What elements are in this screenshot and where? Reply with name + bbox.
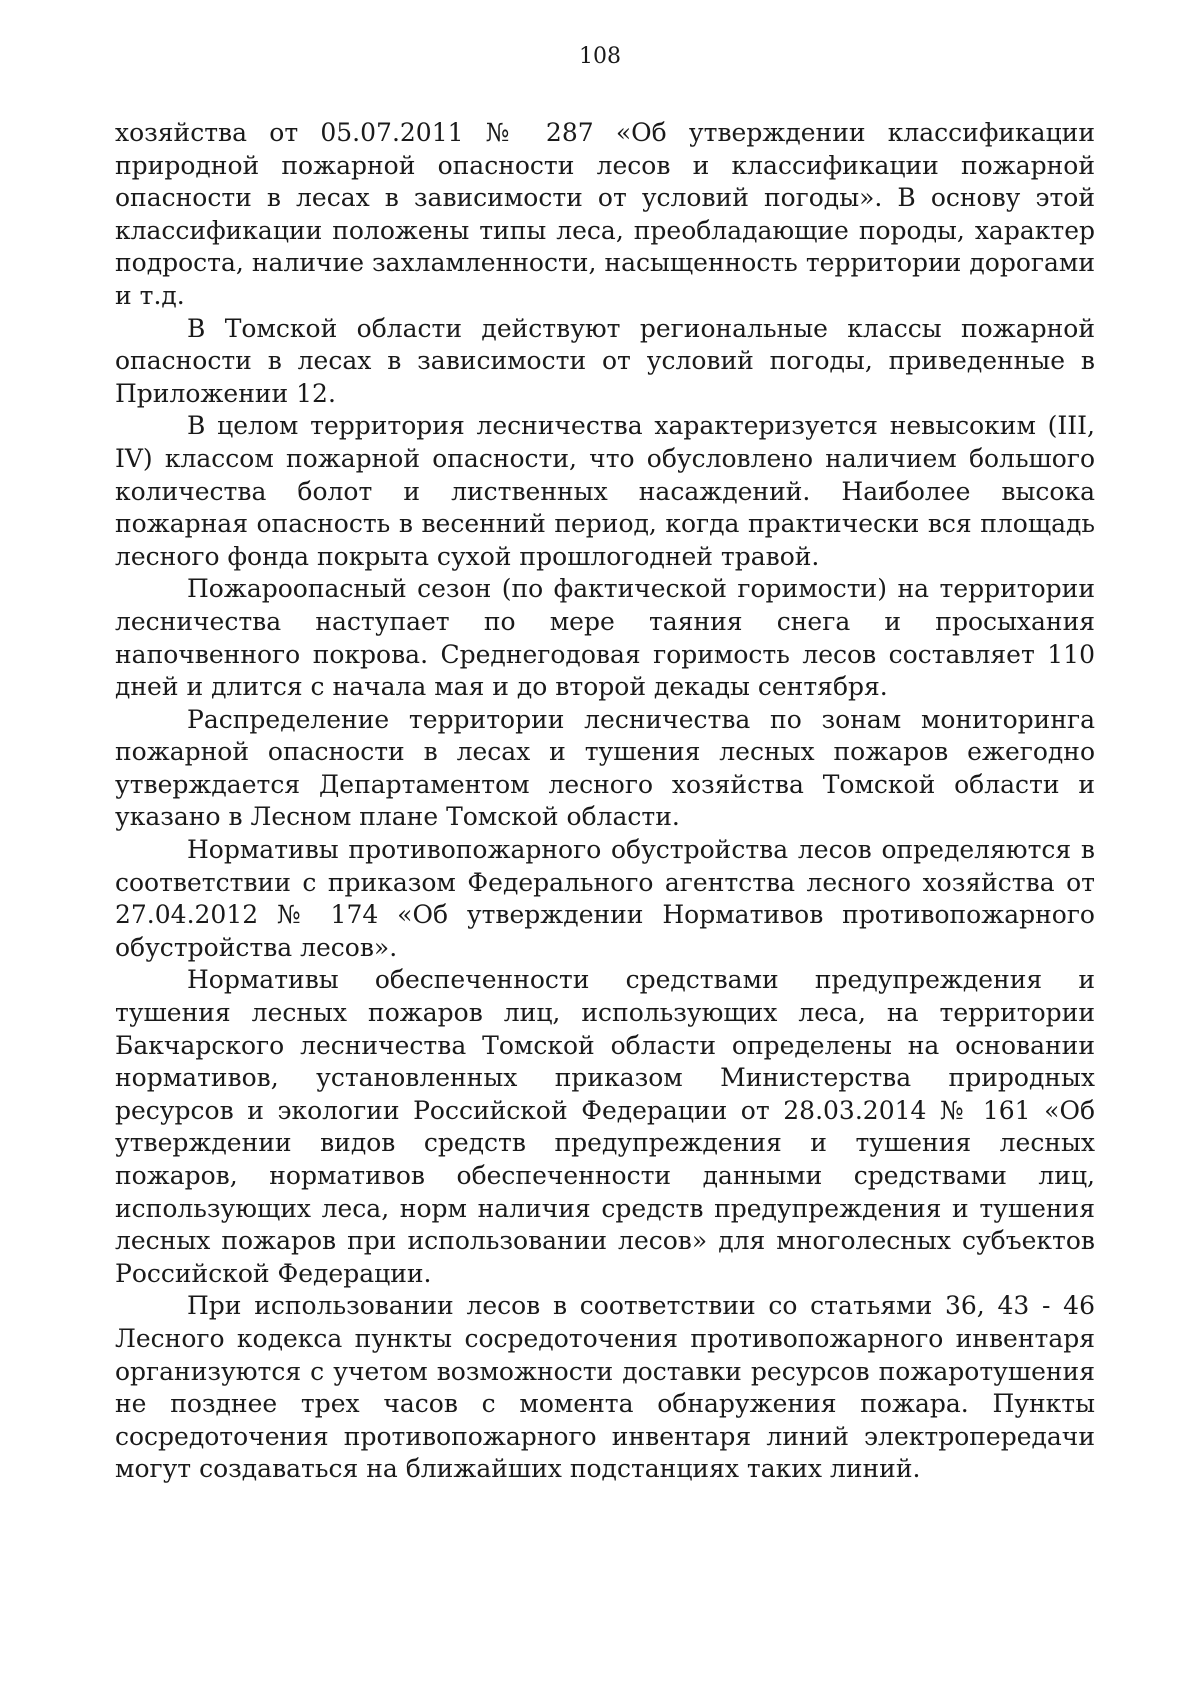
paragraph-fire-season: Пожароопасный сезон (по фактической горимости) на территории лесничества наступает по мере таяния снега и просыхания напочвенного покрова. Среднегодовая горимость лесов составляет 110 дней и длится с начала мая и до второй декады сентября. <box>115 574 1095 702</box>
paragraph-equipment-norms: Нормативы обеспеченности средствами предупреждения и тушения лесных пожаров лиц, использующих леса, на территории Бакчарского лесничества Томской области определены на основании нормативов, установленных приказом Министерства природных ресурсов и экологии Российской Федерации от 28.03.2014 № 161 «Об утверждении видов средств предупреждения и тушения лесных пожаров, нормативов обеспеченности данными средствами лиц, использующих леса, норм наличия средств предупреждения и тушения лесных пожаров при использовании лесов» для многолесных субъектов Российской Федерации. <box>115 965 1095 1288</box>
paragraph-fire-danger-class: В целом территория лесничества характеризуется невысоким (III, IV) классом пожарной опасности, что обусловлено наличием большого количества болот и лиственных насаждений. Наиболее высока пожарная опасность в весенний период, когда практически вся площадь лесного фонда покрыта сухой прошлогодней травой. <box>115 411 1095 571</box>
page-number: 108 <box>579 44 621 69</box>
document-body <box>115 117 1095 1486</box>
paragraph-monitoring-zones: Распределение территории лесничества по зонам мониторинга пожарной опасности в лесах и тушения лесных пожаров ежегодно утверждается Департаментом лесного хозяйства Томской области и указано в Лесном плане Томской области. <box>115 704 1095 832</box>
paragraph-continuation: хозяйства от 05.07.2011 № 287 «Об утверждении классификации природной пожарной опасности лесов и классификации пожарной опасности в лесах в зависимости от условий погоды». В основу этой классификации положены типы леса, преобладающие породы, характер подроста, наличие захламленности, насыщенность территории дорогами и т.д. <box>115 118 1095 310</box>
paragraph-regional-classes: В Томской области действуют региональные классы пожарной опасности в лесах в зависимости от условий погоды, приведенные в Приложении 12. <box>115 313 1095 408</box>
paragraph-equipment-points: При использовании лесов в соответствии со статьями 36, 43 - 46 Лесного кодекса пункты сосредоточения противопожарного инвентаря организуются с учетом возможности доставки ресурсов пожаротушения не позднее трех часов с момента обнаружения пожара. Пункты сосредоточения противопожарного инвентаря линий электропередачи могут создаваться на ближайших подстанциях таких линий. <box>115 1291 1095 1484</box>
paragraph-fire-prevention-norms: Нормативы противопожарного обустройства лесов определяются в соответствии с приказом Федерального агентства лесного хозяйства от 27.04.2012 № 174 «Об утверждении Нормативов противопожарного обустройства лесов». <box>115 835 1095 962</box>
